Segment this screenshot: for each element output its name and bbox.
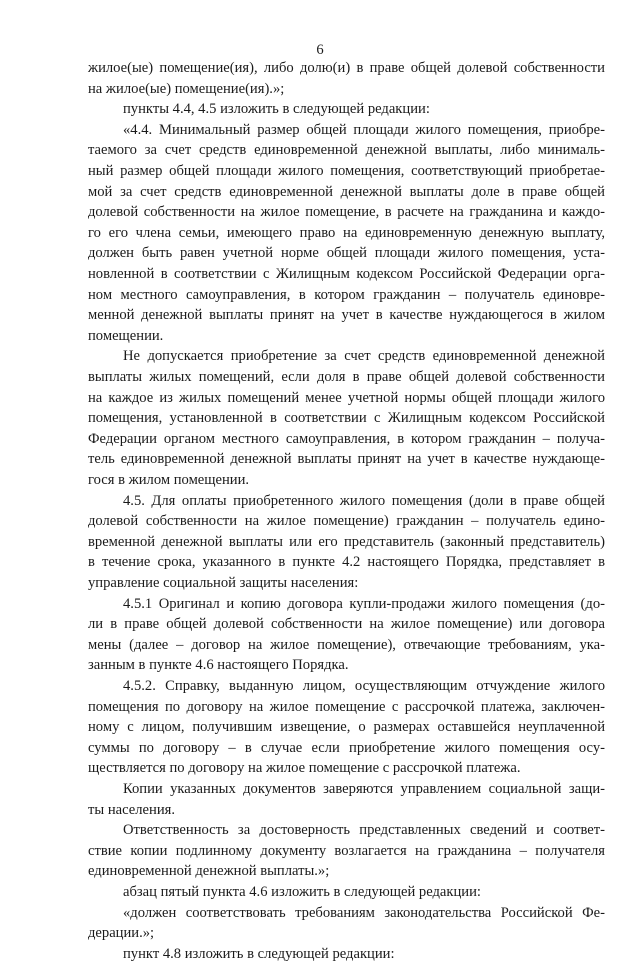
text-line: пункт 4.8 изложить в следующей редакции: xyxy=(123,945,395,962)
text-line: Не допускается приобретение за счет средств единовременной денежной xyxy=(123,348,605,365)
text-line: таемого за счет средств единовременной денежной выплаты, либо минималь- xyxy=(88,142,605,159)
text-line: управление социальной защиты населения: xyxy=(88,575,359,591)
text-line: гося в жилом помещении. xyxy=(88,472,250,488)
text-line: Копии указанных документов заверяются управлением социальной защи- xyxy=(123,781,605,797)
text-line: го его члена семьи, имеющего право на единовременную денежную выплату, xyxy=(88,224,605,241)
text-line: 4.5.2. Справку, выданную лицом, осуществляющим отчуждение жилого xyxy=(123,678,605,694)
text-line: ты населения. xyxy=(88,801,175,818)
text-line: ществляется по договору на жилое помещение с рассрочкой платежа. xyxy=(88,760,521,777)
text-line: «должен соответствовать требованиям законодательства Российской Фе- xyxy=(123,904,605,921)
text-line: долевой собственности на жилое помещение) гражданин – получатель едино- xyxy=(88,513,605,530)
text-line: ствие копии подлинному документу возлагается на гражданина – получателя xyxy=(88,842,605,859)
text-line: мены (далее – договор на жилое помещение), отвечающие требованиям, ука- xyxy=(88,636,605,653)
text-line: ли в праве общей долевой собственности на жилое помещение) или договора xyxy=(88,616,605,633)
text-line: новленной в соответствии с Жилищным кодексом Российской Федерации орга- xyxy=(88,266,605,282)
text-line: помещения по договору на жилое помещение с рассрочкой платежа, заключен- xyxy=(88,698,605,715)
text-line: 4.5. Для оплаты приобретенного жилого помещения (доли в праве общей xyxy=(123,492,605,509)
text-line: жилое(ые) помещение(ия), либо долю(и) в праве общей долевой собственности xyxy=(88,60,605,76)
text-line: тель единовременной денежной выплаты принят на учет в качестве нуждающе- xyxy=(88,451,605,468)
text-line: 4.5.1 Оригинал и копию договора купли-продажи жилого помещения (до- xyxy=(123,595,605,612)
text-line: суммы по договору – в случае если приобретение жилого помещения осу- xyxy=(88,739,605,756)
text-line: долевой собственности на жилое помещение, в расчете на гражданина и каждо- xyxy=(88,204,605,221)
text-line: «4.4. Минимальный размер общей площади жилого помещения, приобре- xyxy=(123,121,605,138)
text-line: дерации.»; xyxy=(88,925,155,942)
text-line: занным в пункте 4.6 настоящего Порядка. xyxy=(88,657,349,674)
text-line: в течение срока, указанного в пункте 4.2 настоящего Порядка, представляет в xyxy=(88,554,605,571)
text-line: на жилое(ые) помещение(ия).»; xyxy=(88,80,285,97)
text-line: абзац пятый пункта 4.6 изложить в следующей редакции: xyxy=(123,884,481,900)
text-line: Ответственность за достоверность представленных сведений и соответ- xyxy=(123,822,605,839)
text-line: ному с лицом, получившим извещение, о размерах оставшейся неуплаченной xyxy=(88,719,605,736)
text-line: временной денежной выплаты или его представитель (законный представитель) xyxy=(88,533,605,550)
page-number: 6 xyxy=(316,42,324,58)
text-line: помещения, установленной в соответствии с Жилищным кодексом Российской xyxy=(88,410,605,427)
text-line: менной денежной выплаты принят на учет в качестве нуждающегося в жилом xyxy=(88,307,605,324)
text-line: ный размер общей площади жилого помещения, соответствующий приобретае- xyxy=(88,163,605,179)
text-line: пункты 4.4, 4.5 изложить в следующей редакции: xyxy=(123,101,430,118)
text-line: должен быть равен учетной норме общей площади жилого помещения, уста- xyxy=(88,245,605,262)
text-line: на каждое из жилых помещений менее учетной нормы общей площади жилого xyxy=(88,389,605,406)
text-line: Федерации органом местного самоуправления, в котором гражданин – получа- xyxy=(88,430,605,447)
text-line: единовременной денежной выплаты.»; xyxy=(88,863,330,880)
text-line: выплаты жилых помещений, если доля в праве общей долевой собственности xyxy=(88,369,605,385)
text-line: помещении. xyxy=(88,327,164,344)
text-line: мой за счет средств единовременной денежной выплаты доле в праве общей xyxy=(88,183,605,200)
text-line: ном местного самоуправления, в котором гражданин – получатель единовре- xyxy=(88,286,605,303)
